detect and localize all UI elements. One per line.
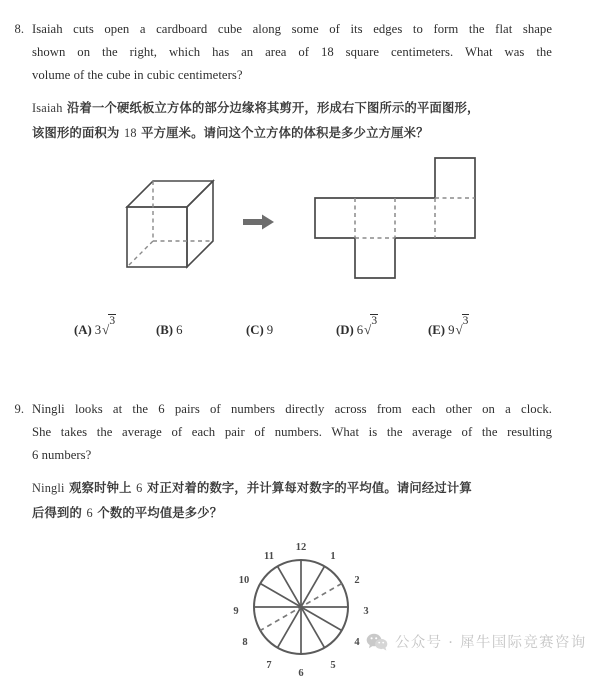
problem-8-body <box>32 18 552 146</box>
problem-9-chinese-line-2b: 个数的平均值是多少？ <box>97 506 223 520</box>
cube-to-net-diagram <box>0 155 607 295</box>
choice-d-value: 6 <box>356 323 364 337</box>
choice-c[interactable] <box>246 323 336 338</box>
choice-a-radical: √3 <box>102 315 116 337</box>
problem-8-chinese-line-2b: 平方厘米。请问这个立方体的体积是多少立方厘米？ <box>141 126 429 140</box>
problem-8-choices <box>74 315 574 338</box>
problem-9-row <box>0 398 607 526</box>
problem-9-chinese-line-1 <box>32 476 552 501</box>
cube-net-svg <box>0 155 607 295</box>
clock-number-11: 11 <box>264 551 274 562</box>
clock-number-9: 9 <box>233 606 239 617</box>
problem-9-chinese-pairs-count: 6 <box>136 481 143 495</box>
clock-number-5: 5 <box>330 660 336 671</box>
problem-9-english-line-1: Ningli looks at the 6 pairs of numbers directly across from each other on a clock. <box>32 402 552 416</box>
choice-a-radicand: 3 <box>109 315 116 327</box>
problem-9-chinese-name: Ningli <box>32 481 65 495</box>
problem-9-chinese <box>32 476 552 526</box>
rightwards-arrow-icon <box>243 215 274 230</box>
problem-9-chinese-line-2 <box>32 501 552 526</box>
problem-8 <box>0 18 607 146</box>
problem-9-chinese-line-2a: 后得到的 <box>32 506 82 520</box>
choice-b[interactable] <box>156 323 246 338</box>
choice-d-label: (D) <box>336 323 354 337</box>
choice-e-radical: √3 <box>455 315 469 337</box>
choice-a-label: (A) <box>74 323 92 337</box>
choice-e-label: (E) <box>428 323 446 337</box>
watermark-text: 公众号 · 犀牛国际竞赛咨询 <box>395 635 587 651</box>
problem-8-english-line-2: shown on the right, which has an area of 18 square centimeters. What was the <box>32 45 552 59</box>
problem-9-chinese-result-count: 6 <box>86 506 93 520</box>
choice-e-radicand: 3 <box>462 315 469 327</box>
problem-8-chinese-line-2a: 该图形的面积为 <box>32 126 120 140</box>
problem-8-english-line-3: volume of the cube in cubic centimeters? <box>32 68 243 82</box>
problem-8-chinese-name: Isaiah <box>32 101 63 115</box>
clock-number-3: 3 <box>363 606 369 617</box>
cube-net-geometry <box>305 158 505 292</box>
clock-number-1: 1 <box>330 551 336 562</box>
clock-number-2: 2 <box>354 575 360 586</box>
problem-9-english-line-2: She takes the average of each pair of numbers. What is the average of the resulting <box>32 425 552 439</box>
choice-c-value: 9 <box>266 323 274 337</box>
choice-d-radicand: 3 <box>371 315 378 327</box>
problem-8-chinese-line-1 <box>32 96 552 121</box>
clock-number-7: 7 <box>266 660 272 671</box>
problem-8-chinese-line-2 <box>32 121 552 146</box>
choice-a-value: 3 <box>94 323 102 337</box>
problem-9 <box>0 398 607 526</box>
choice-d[interactable] <box>336 315 428 338</box>
problem-8-chinese-line-1-text: 沿着一个硬纸板立方体的部分边缘将其剪开，形成右下图所示的平面图形， <box>67 101 480 115</box>
choice-a[interactable] <box>74 315 156 338</box>
cube-shape <box>127 181 213 267</box>
wechat-icon <box>366 632 388 651</box>
clock-number-12: 12 <box>295 542 307 553</box>
problem-8-chinese-area-value: 18 <box>123 126 137 140</box>
clock-number-4: 4 <box>354 637 360 648</box>
problem-8-number: 8. <box>14 22 24 36</box>
problem-9-chinese-line-1c: 对正对着的数字，并计算每对数字的平均值。请问经过计算 <box>146 481 472 495</box>
problem-8-row <box>0 18 607 146</box>
problem-9-body <box>32 398 552 526</box>
choice-d-radical: √3 <box>364 315 378 337</box>
problem-8-chinese <box>32 96 552 146</box>
choice-b-value: 6 <box>176 323 183 337</box>
problem-9-english <box>32 398 552 467</box>
clock-number-8: 8 <box>242 637 248 648</box>
clock-diagram <box>0 528 607 678</box>
problem-8-english <box>32 18 552 87</box>
choice-e[interactable] <box>428 315 508 338</box>
problem-9-chinese-line-1a: 观察时钟上 <box>69 481 132 495</box>
problem-9-number: 9. <box>14 402 24 416</box>
choice-e-value: 9 <box>448 323 455 337</box>
problem-9-english-line-3: 6 numbers? <box>32 448 92 462</box>
clock-number-10: 10 <box>238 575 250 586</box>
problem-8-english-line-1: Isaiah cuts open a cardboard cube along some of its edges to form the flat shape <box>32 22 552 36</box>
clock-svg <box>0 528 607 678</box>
choice-c-label: (C) <box>246 323 264 337</box>
choice-b-label: (B) <box>156 323 174 337</box>
watermark <box>366 631 587 652</box>
clock-number-6: 6 <box>298 668 304 678</box>
